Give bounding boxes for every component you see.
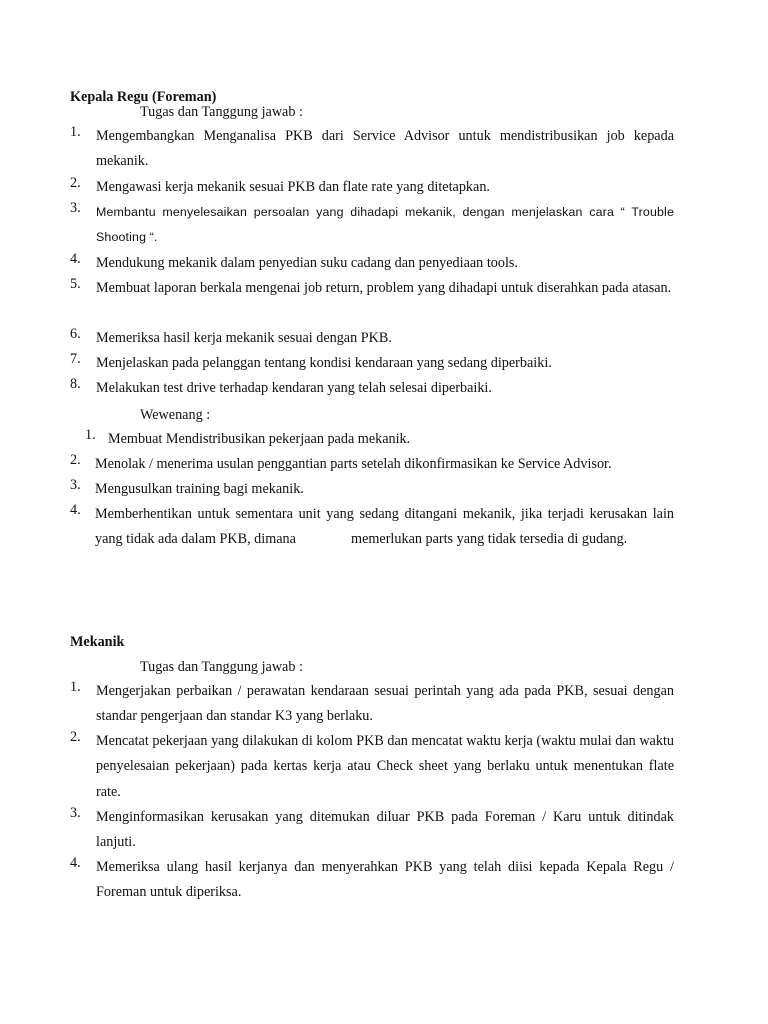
list-number: 5. [70, 276, 81, 292]
authority-heading: Wewenang : [140, 407, 211, 423]
list-item [70, 729, 674, 805]
list-number: 1. [70, 679, 81, 695]
list-number: 3. [70, 477, 81, 493]
list-number: 6. [70, 326, 81, 342]
list-text: Mengembangkan Menganalisa PKB dari Service Advisor untuk mendistribusikan job kepada mekanik. [96, 128, 674, 170]
section-title-mekanik: Mekanik [70, 634, 125, 650]
duties-heading: Tugas dan Tanggung jawab : [140, 104, 303, 120]
list-number: 2. [70, 175, 81, 191]
list-item [70, 200, 674, 251]
list-item [70, 452, 674, 477]
list-text: Mengusulkan training bagi mekanik. [95, 481, 304, 497]
list-text: Membuat Mendistribusikan pekerjaan pada mekanik. [108, 431, 411, 447]
list-text: Mendukung mekanik dalam penyedian suku cadang dan penyediaan tools. [96, 255, 518, 271]
list-number: 4. [70, 502, 81, 518]
list-text: Mencatat pekerjaan yang dilakukan di kolom PKB dan mencatat waktu kerja (waktu mulai dan waktu penyelesaian pekerjaan) pada kertas kerja atau Check sheet yang berlaku untuk menentukan flate rate. [96, 733, 674, 800]
list-number: 8. [70, 376, 81, 392]
duties-heading: Tugas dan Tanggung jawab : [140, 659, 303, 675]
list-text: Memeriksa ulang hasil kerjanya dan menyerahkan PKB yang telah diisi kepada Kepala Regu / Foreman untuk diperiksa. [96, 859, 674, 901]
list-item [70, 855, 674, 906]
list-item [70, 351, 674, 376]
list-number: 7. [70, 351, 81, 367]
list-text: Memeriksa hasil kerja mekanik sesuai dengan PKB. [96, 330, 392, 346]
list-item [70, 124, 674, 175]
list-item [70, 326, 674, 351]
list-text-part: memerlukan parts yang tidak tersedia di gudang. [351, 531, 628, 548]
list-item [70, 276, 674, 301]
list-item [70, 477, 674, 502]
list-text-part: Memberhentikan untuk sementara unit yang sedang ditangani mekanik, jika terjadi kerusakan lain yang tidak ada dalam PKB, dimana [95, 506, 674, 548]
list-text: Membantu menyelesaikan persoalan yang dihadapi mekanik, dengan menjelaskan cara “ Trouble Shooting “. [96, 205, 674, 245]
list-item [70, 175, 674, 200]
list-number: 3. [70, 805, 81, 821]
list-text: Melakukan test drive terhadap kendaran yang telah selesai diperbaiki. [96, 380, 492, 396]
list-number: 1. [70, 124, 81, 140]
list-number: 4. [70, 251, 81, 267]
list-text: Membuat laporan berkala mengenai job return, problem yang dihadapi untuk diserahkan pada atasan. [96, 280, 672, 296]
list-text: Mengawasi kerja mekanik sesuai PKB dan flate rate yang ditetapkan. [96, 179, 490, 195]
list-text: Mengerjakan perbaikan / perawatan kendaraan sesuai perintah yang ada pada PKB, sesuai dengan standar pengerjaan dan standar K3 yang berlaku. [96, 683, 674, 725]
list-number: 4. [70, 855, 81, 871]
list-text: Menjelaskan pada pelanggan tentang kondisi kendaraan yang sedang diperbaiki. [96, 355, 552, 371]
list-text [95, 502, 674, 553]
list-item [70, 805, 674, 856]
list-item [70, 427, 674, 452]
list-text: Menolak / menerima usulan penggantian parts setelah dikonfirmasikan ke Service Advisor. [95, 456, 612, 472]
section-title-foreman: Kepala Regu (Foreman) [70, 89, 217, 105]
list-item [70, 251, 674, 276]
list-item [70, 376, 674, 401]
list-item [70, 502, 674, 553]
list-text: Menginformasikan kerusakan yang ditemukan diluar PKB pada Foreman / Karu untuk ditindak lanjuti. [96, 809, 674, 851]
list-number: 2. [70, 729, 81, 745]
list-number: 1. [85, 427, 96, 443]
list-number: 3. [70, 200, 81, 216]
list-number: 2. [70, 452, 81, 468]
list-item [70, 679, 674, 730]
